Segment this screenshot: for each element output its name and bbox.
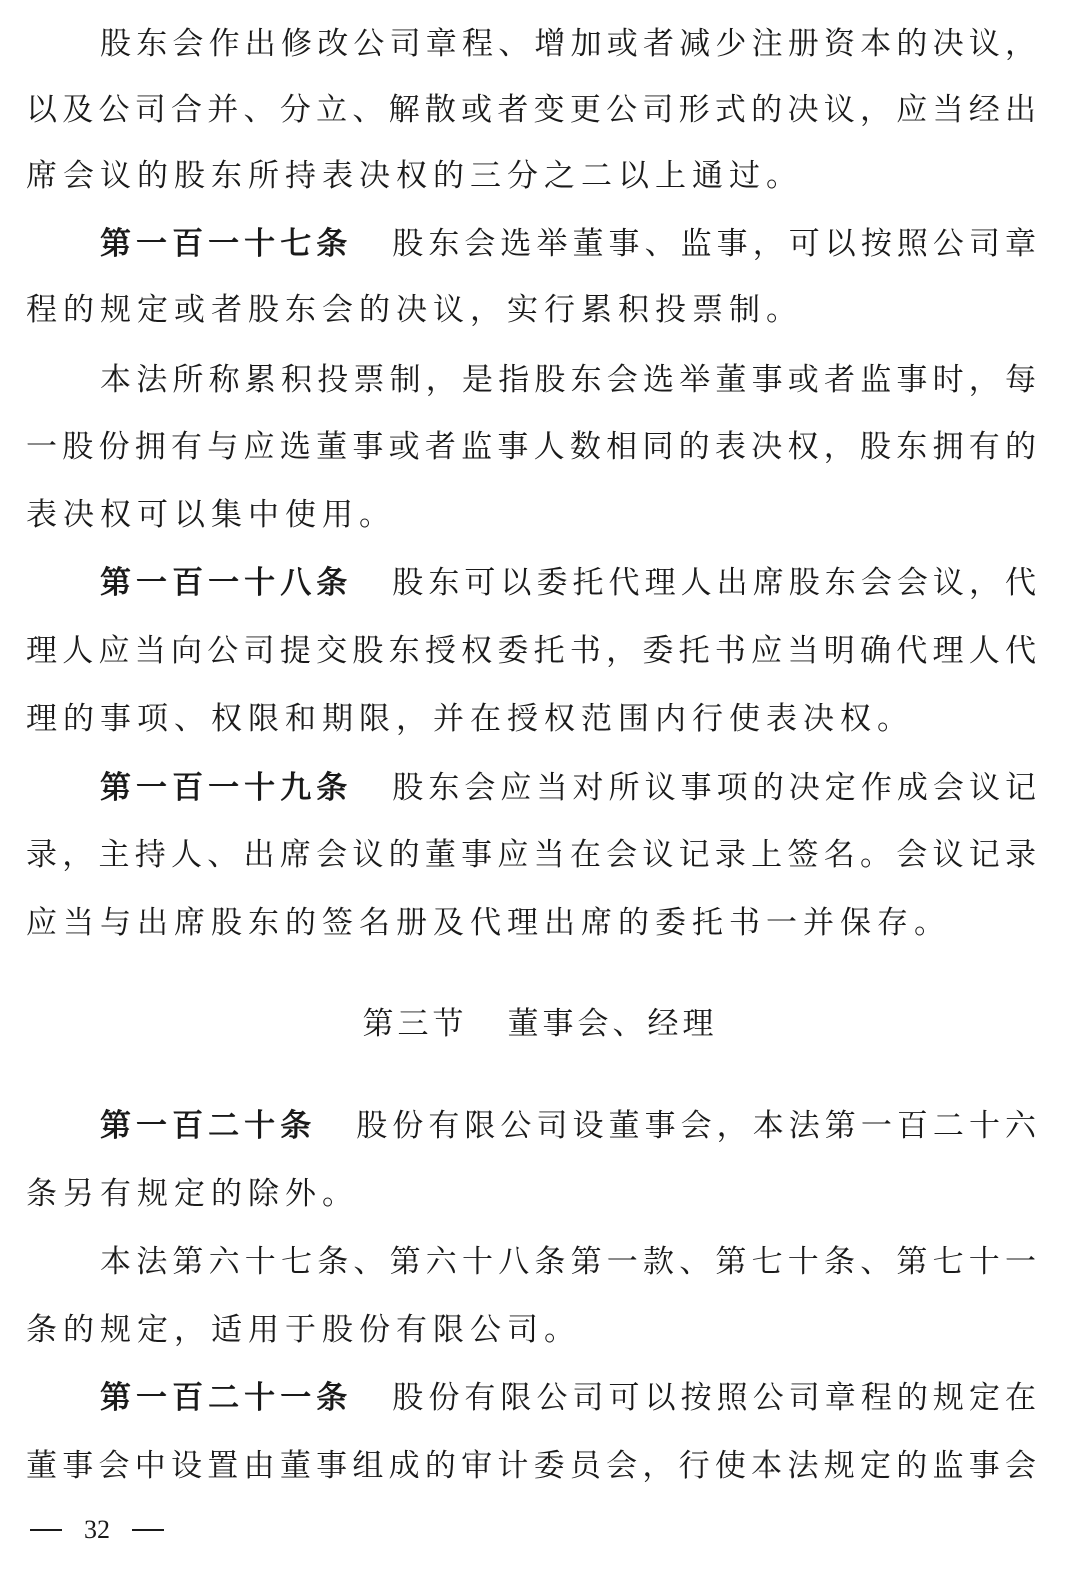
text-line: 董事会中设置由董事组成的审计委员会，行使本法规定的监事会: [26, 1448, 1036, 1484]
text-line: 本法第六十七条、第六十八条第一款、第七十条、第七十一: [100, 1244, 1036, 1280]
article-117: 第一百一十七条 股东会选举董事、监事，可以按照公司章: [100, 226, 1037, 262]
text-line: 程的规定或者股东会的决议，实行累积投票制。: [26, 292, 803, 328]
text-line: 席会议的股东所持表决权的三分之二以上通过。: [26, 158, 803, 194]
page-number: 32: [84, 1515, 110, 1544]
text-line: 理人应当向公司提交股东授权委托书，委托书应当明确代理人代: [26, 633, 1036, 669]
text-line: 应当与出席股东的签名册及代理出席的委托书一并保存。: [26, 905, 951, 941]
text-line: 条的规定，适用于股份有限公司。: [26, 1312, 581, 1348]
text-line: 表决权可以集中使用。: [26, 497, 396, 533]
text-line: 条另有规定的除外。: [26, 1176, 359, 1212]
text-line: 股东会作出修改公司章程、增加或者减少注册资本的决议，: [100, 26, 1036, 62]
footer-dash-right: [132, 1529, 164, 1531]
article-121: 第一百二十一条 股份有限公司可以按照公司章程的规定在: [100, 1380, 1037, 1416]
text-line: 一股份拥有与应选董事或者监事人数相同的表决权，股东拥有的: [26, 429, 1036, 465]
text-line: 录，主持人、出席会议的董事应当在会议记录上签名。会议记录: [26, 837, 1036, 873]
article-120: 第一百二十条 股份有限公司设董事会，本法第一百二十六: [100, 1108, 1036, 1144]
article-heading: 第一百一十九条: [100, 770, 353, 806]
text-line: 本法所称累积投票制，是指股东会选举董事或者监事时，每: [100, 362, 1036, 398]
section-number: 第三节: [362, 1006, 468, 1042]
article-heading: 第一百二十一条: [100, 1380, 353, 1416]
section-title: 董事会、经理: [507, 1006, 718, 1042]
article-heading: 第一百一十八条: [100, 565, 353, 601]
article-119: 第一百一十九条 股东会应当对所议事项的决定作成会议记: [100, 770, 1037, 806]
text-line: 以及公司合并、分立、解散或者变更公司形式的决议，应当经出: [26, 92, 1036, 128]
article-118: 第一百一十八条 股东可以委托代理人出席股东会会议，代: [100, 565, 1037, 601]
page-footer: [30, 1510, 164, 1550]
section-heading: [0, 1002, 1080, 1046]
article-heading: 第一百一十七条: [100, 226, 353, 262]
footer-dash-left: [30, 1529, 62, 1531]
text-line: 理的事项、权限和期限，并在授权范围内行使表决权。: [26, 701, 914, 737]
article-heading: 第一百二十条: [100, 1108, 317, 1144]
